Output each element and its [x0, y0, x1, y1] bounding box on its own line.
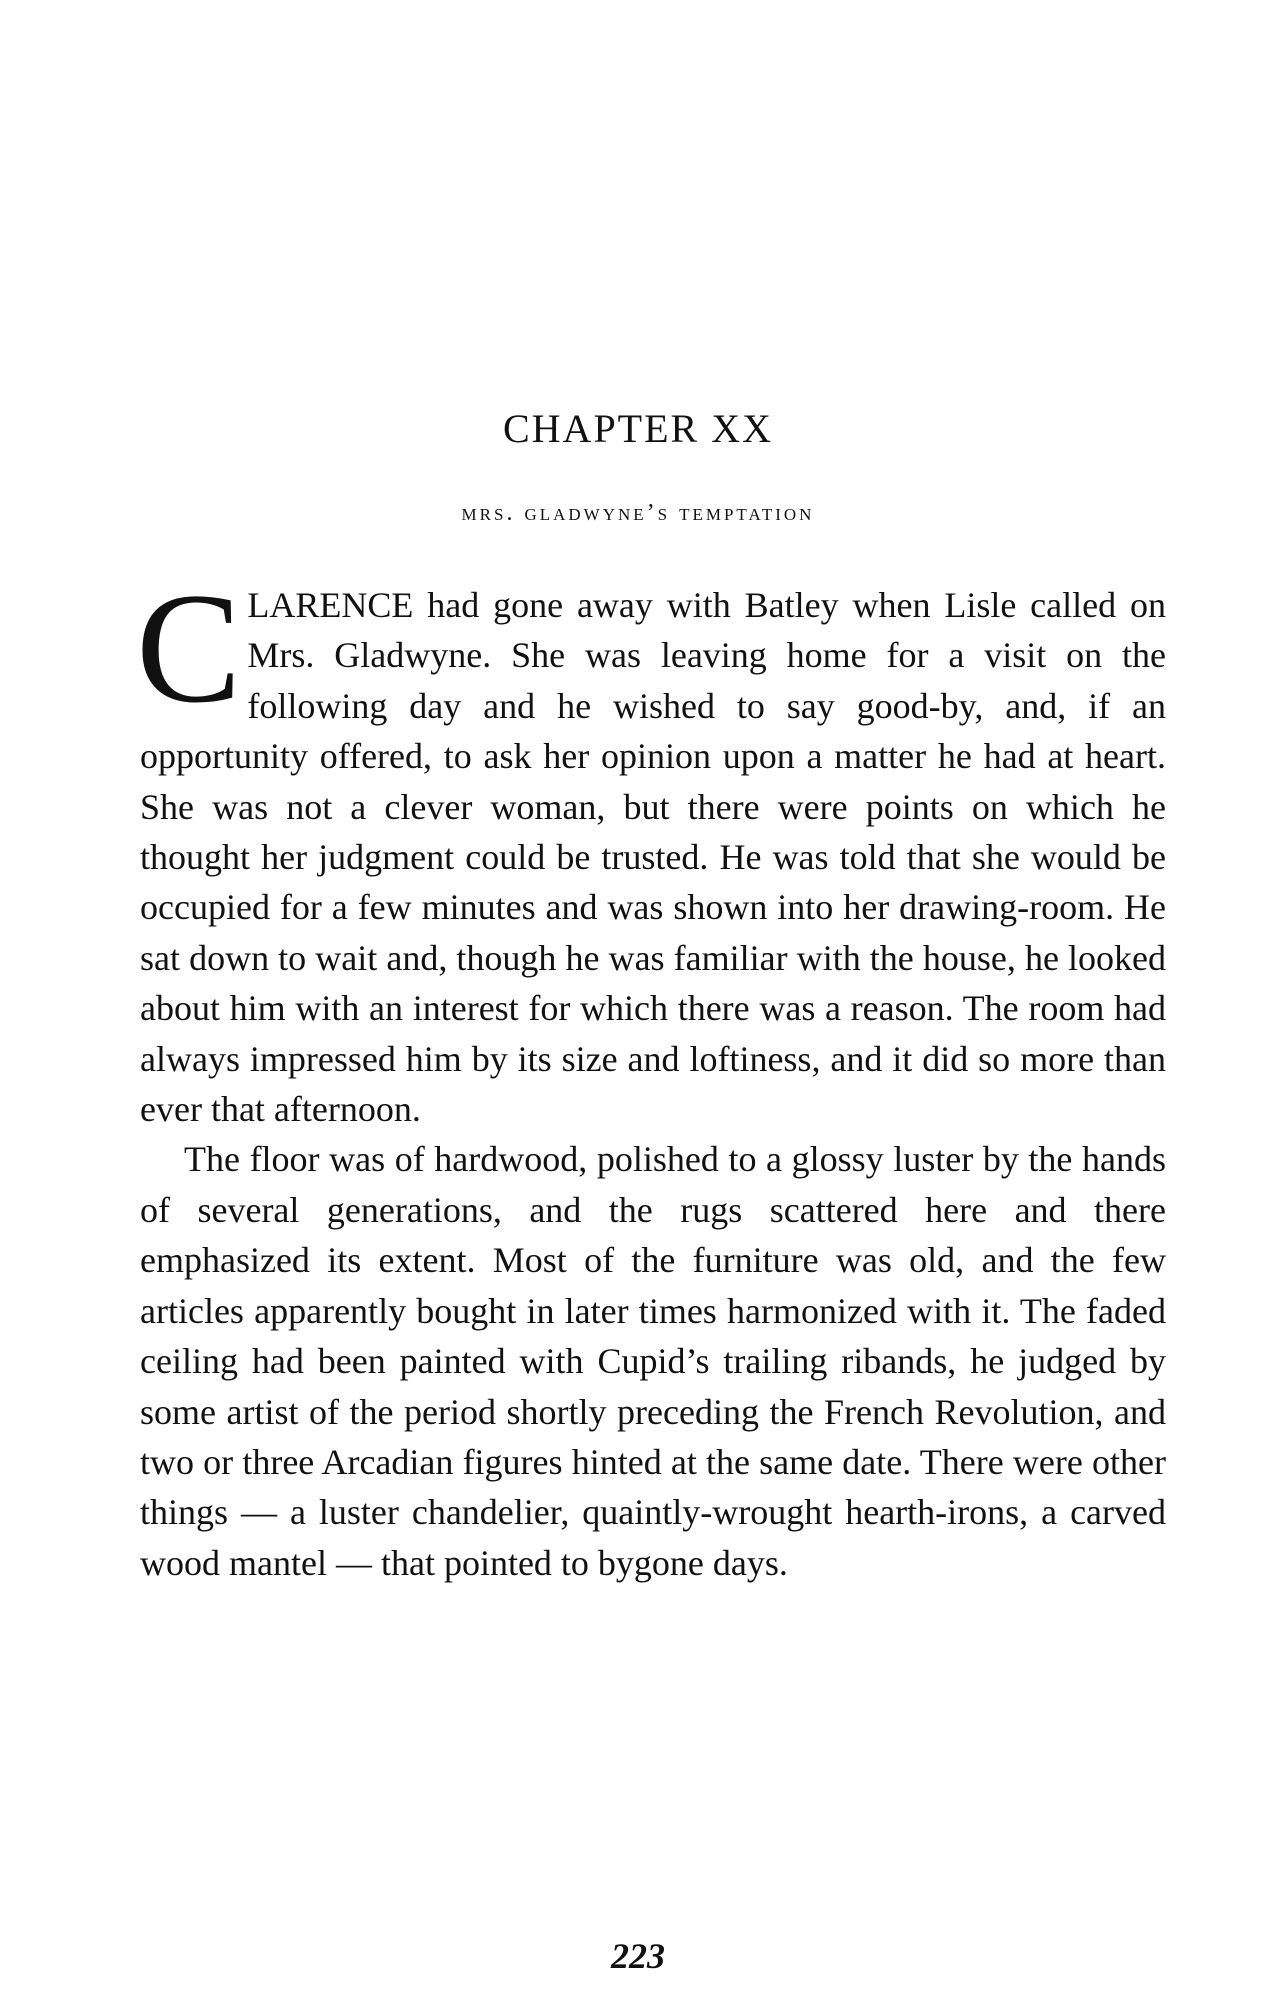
drop-cap: C [136, 561, 242, 736]
paragraph [136, 561, 1166, 1134]
body-text [136, 561, 1166, 1588]
paragraph-text: The floor was of hardwood, polished to a glossy luster by the hands of several generations, and the rugs scattered here and there emphasized its extent. Most of the furniture was old, and the few articles apparently bought in later times harmonized with it. The faded ceiling had been painted with Cupid’s trailing ribands, he judged by some artist of the period shortly preceding the French Revolution, and two or three Arcadian figures hinted at the same date. There were other things — a luster chandelier, quaintly-wrought hearth-irons, a carved wood mantel — that pointed to bygone days. [140, 1139, 1166, 1583]
paragraph [140, 1134, 1166, 1588]
page-number: 223 [611, 1936, 665, 1976]
chapter-subtitle: mrs. gladwyne’s temptation [461, 500, 815, 526]
chapter-title: CHAPTER XX [502, 406, 774, 451]
paragraph-text: LARENCE had gone away with Batley when Lisle called on Mrs. Gladwyne. She was leaving home for a visit on the following day and he wished to say good-by, and, if an opportunity offered, to ask her opinion upon a matter he had at heart. She was not a clever woman, but there were points on which he thought her judgment could be trusted. He was told that she would be occupied for a few minutes and was shown into her drawing-room. He sat down to wait and, though he was familiar with the house, he looked about him with an interest for which there was a reason. The room had always impressed him by its size and loftiness, and it did so more than ever that afternoon. [140, 585, 1166, 1130]
